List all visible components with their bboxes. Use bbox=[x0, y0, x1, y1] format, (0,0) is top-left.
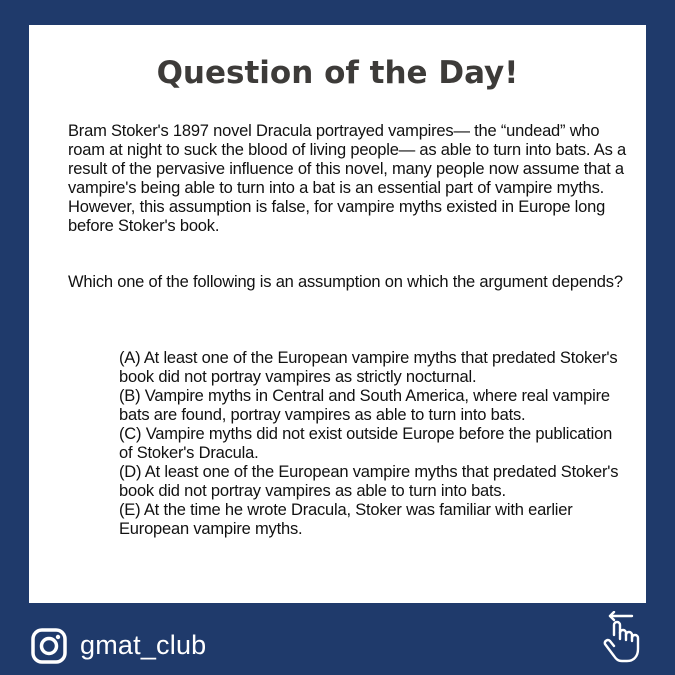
swipe-left-hand-icon bbox=[598, 611, 646, 663]
answer-choice-a: (A) At least one of the European vampire myths that predated Stoker's book did not portray vampires as strictly nocturnal. bbox=[119, 349, 618, 386]
instagram-icon[interactable] bbox=[30, 627, 68, 665]
instagram-handle[interactable]: gmat_club bbox=[80, 630, 207, 660]
answer-choice-c: (C) Vampire myths did not exist outside Europe before the publication of Stoker's Dracula. bbox=[119, 425, 613, 462]
answer-choice-b: (B) Vampire myths in Central and South America, where real vampire bats are found, portray vampires as able to turn into bats. bbox=[119, 387, 610, 424]
page-title: Question of the Day! bbox=[156, 55, 519, 91]
question-stem: Which one of the following is an assumption on which the argument depends? bbox=[68, 273, 623, 291]
question-passage: Bram Stoker's 1897 novel Dracula portrayed vampires— the “undead” who roam at night to suck the blood of living people— as able to turn into bats. As a result of the pervasive influence of this novel, many people now assume that a vampire's being able to turn into a bat is an essential part of vampire myths. However, this assumption is false, for vampire myths existed in Europe long before Stoker's book. bbox=[68, 122, 626, 235]
answer-choice-d: (D) At least one of the European vampire myths that predated Stoker's book did not portray vampires as able to turn into bats. bbox=[119, 463, 619, 500]
answer-choice-e: (E) At the time he wrote Dracula, Stoker was familiar with earlier European vampire myths. bbox=[119, 501, 573, 538]
answer-choices bbox=[119, 349, 624, 539]
